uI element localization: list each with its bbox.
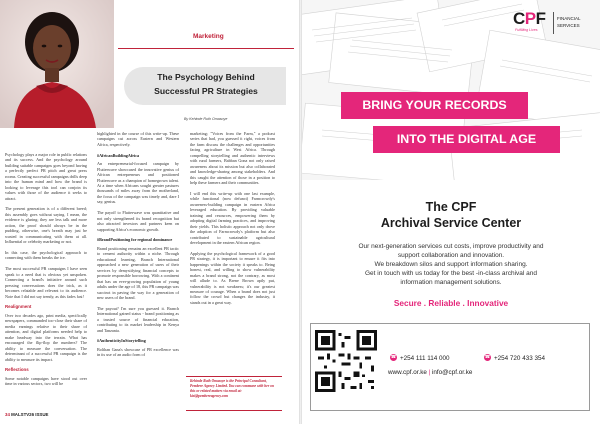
email-link[interactable]: info@cpf.or.ke	[432, 369, 473, 376]
service-description-line: support collaboration and innovation.	[397, 252, 505, 259]
article-title-line-2: Successful PR Strategies	[154, 86, 258, 96]
phone-icon: ☎	[390, 355, 397, 360]
paragraph: Psychology plays a major role in public relations and its success. And the psychology around building suitable campaigns goes beyond having a perfectly perfect PR pitch and great press rooms. Creating successful campaigns drills deep into the human mind and how the brand is looking to leverage this tool can conjoin its values with those of the audience it seeks to attract.	[5, 152, 87, 201]
paragraph: In this case, the psychological approach to connecting with them breaks the ice.	[5, 250, 87, 261]
brand-values: Secure . Reliable . Innovative	[393, 298, 509, 308]
web-contact-row	[388, 369, 472, 376]
article-category: Marketing	[193, 33, 224, 40]
article-column-3	[190, 131, 275, 311]
paragraph: Applying the psychological framework of a good PR strategy, it is important to ensure it fits into happenings within the society it speaks to. Being honest, real, and willing to show vulnerability makes a brand strong, not the contrary, as most will allude to. As Brene Brown aptly put, vulnerability is not weakness; it's our greatest measure of courage. When a brand does not just follow the crowd but changes the industry, it stands out in a great way.	[190, 250, 275, 305]
article-title-line-1: The Psychology Behind	[157, 72, 255, 82]
logo-divider	[553, 12, 554, 34]
contact-separator: |	[428, 369, 431, 376]
phone-number-1: +254 111 114 000	[400, 355, 450, 362]
website-link[interactable]: www.cpf.or.ke	[388, 369, 427, 376]
paragraph: marketing; "Voices from the Farm," a podcast series that had, you guessed it right, voices from the farm discuss the challenges and opportunities facing agriculture in West Africa. Through compelling storytelling and authentic interviews with rural farmers, Babban Gona not only raised awareness about its mission but also collaborated and knowledge-sharing among stakeholders. And this caught the attention of those in a position to help these farmers and their communities.	[190, 131, 275, 186]
page-footer	[5, 412, 48, 417]
article-column-2	[97, 131, 179, 363]
paragraph: Brand positioning remains an excellent PR tactic to cement authority within a niche. Through educational learning, Branch International approached a new generation of users of their services by demystifying financial concepts to promote responsible borrowing. With a continent that has an ever-growing population of young adults under the age of 18, this PR campaign was succinct in paving the way for a generation of new users of the brand.	[97, 245, 179, 300]
issue-label: MALSTV26 ISSUE	[11, 412, 49, 417]
qr-code-graphic	[315, 330, 377, 392]
logo-letter-f: F	[535, 9, 546, 28]
headline-band-2: INTO THE DIGITAL AGE	[373, 126, 560, 153]
author-bio: Kehinde Ruth Omasoye is the Principal Consultant, Pembere Agency Limited. You can commune with her on this or related matters via email at: kisi@pembereagency.com	[190, 379, 274, 398]
paragraph: Over two decades ago, print media, specifically newspapers, commanded too-close their share of media earnings relative to their share of attention, and digital platforms needed help to make headway into the terrain. What has encouraged the flip-flop the numbers? The ability to measure the conversation. The determinant of a successful PR campaign is the ability to measure its impact.	[5, 312, 87, 362]
paragraph: The present generation is of a different breed; this assembly goes without saying. I mean, the evidence is glaring; they are less talk and more action, the proof should always be in the pudding, otherwise, one's breath may just be wasted in communicating with them at all. Influential or celebrity marketing or not.	[5, 206, 87, 245]
article-column-1	[5, 152, 87, 392]
logo-text-financial: FINANCIAL	[557, 16, 581, 21]
headline-band-1: BRING YOUR RECORDS	[341, 92, 528, 119]
paragraph: The most successful PR campaigns I have seen speak to a need that is obvious yet unspoken. Connecting a brand's initiative around such pressing conversations does the trick, as it becomes relatable and relevant to its audience. Note that I did not say trendy, as this fades fast!	[5, 266, 87, 299]
author-portrait-image	[0, 0, 114, 128]
cpf-logo-mark	[513, 9, 546, 29]
paragraph: The payoff to Flutterwave was quantitative and not only strengthened its brand recognition but also attracted investors and partners keen on supporting Africa's economic growth.	[97, 210, 179, 232]
phone-icon: ☎	[484, 355, 491, 360]
service-title-line-1: The CPF	[425, 200, 477, 214]
service-description-line: Get in touch with us today for the best -in-class archival and	[365, 270, 537, 277]
paragraph: Bolthan Gana's showcase of PR excellence was in its use of an audio form of	[97, 346, 179, 358]
cpf-logo	[513, 9, 593, 39]
service-description-line: Our next-generation services cut costs, improve productivity and	[358, 243, 544, 250]
hashtag-heading-african-building-africa: #AfricanBuildingAfrica	[97, 152, 140, 158]
service-description-line: We breakdown silos and support information sharing.	[374, 261, 528, 268]
author-portrait	[0, 0, 114, 128]
category-divider	[118, 48, 294, 49]
paragraph: The payout? I'm sure you guessed it. Branch International gained status - brand positioning as a trusted source of financial education, contributing to its market leadership in Kenya and Tanzania.	[97, 305, 179, 333]
phone-number-2: +254 720 433 354	[494, 355, 545, 362]
subheading-reflections: Reflections	[5, 367, 29, 373]
article-byline: By Kehinde Ruth Omasoye	[184, 117, 228, 121]
hashtag-heading-authenticity: #AuthenticityInStorytelling	[97, 338, 146, 344]
contact-box	[310, 323, 590, 411]
cpf-advert-page	[302, 0, 600, 424]
paragraph: An entrepreneurial-focused campaign by Flutterwave showcased the innovative genius of African entrepreneurs and positioned Flutterwave as a champion of homegrown talent. At a time when Africans sought greater pastures thousands of miles away from the motherland, the focus of the campaign was timely and, dare I say, genius.	[97, 161, 179, 205]
qr-code	[315, 330, 377, 392]
paragraph: I will end this write-up with one last example, while functional (now defunct) Farmcrowdy's awareness-building campaign in eastern Africa leveraged education. By providing valuable training and resources, empowering them by adopting digital farming practices, and improving their yields. This holistic approach not only drove the adoption of Farmcrowdy's platform but also contributed to sustainable agricultural development in the eastern African region.	[190, 190, 275, 245]
paragraph: Some notable campaigns have stood out over time in various sectors, two will be	[5, 375, 87, 387]
logo-text-services: SERVICES	[557, 23, 580, 28]
service-description-line: information management solutions.	[400, 279, 502, 286]
service-title-line-2: Archival Service Center	[380, 216, 522, 230]
logo-tagline: Fulfilling Lives	[515, 28, 538, 32]
logo-letter-p: P	[524, 9, 536, 28]
page-number: 34	[5, 412, 10, 417]
logo-letter-c: C	[513, 9, 525, 28]
hashtag-heading-brand-positioning: #BrandPositioning for regional dominance	[97, 237, 173, 243]
paragraph: highlighted in the course of this write-up. These campaigns cut across Eastern and Western Africa, respectively.	[97, 131, 179, 147]
subheading-realignment: Realignment	[5, 304, 32, 310]
